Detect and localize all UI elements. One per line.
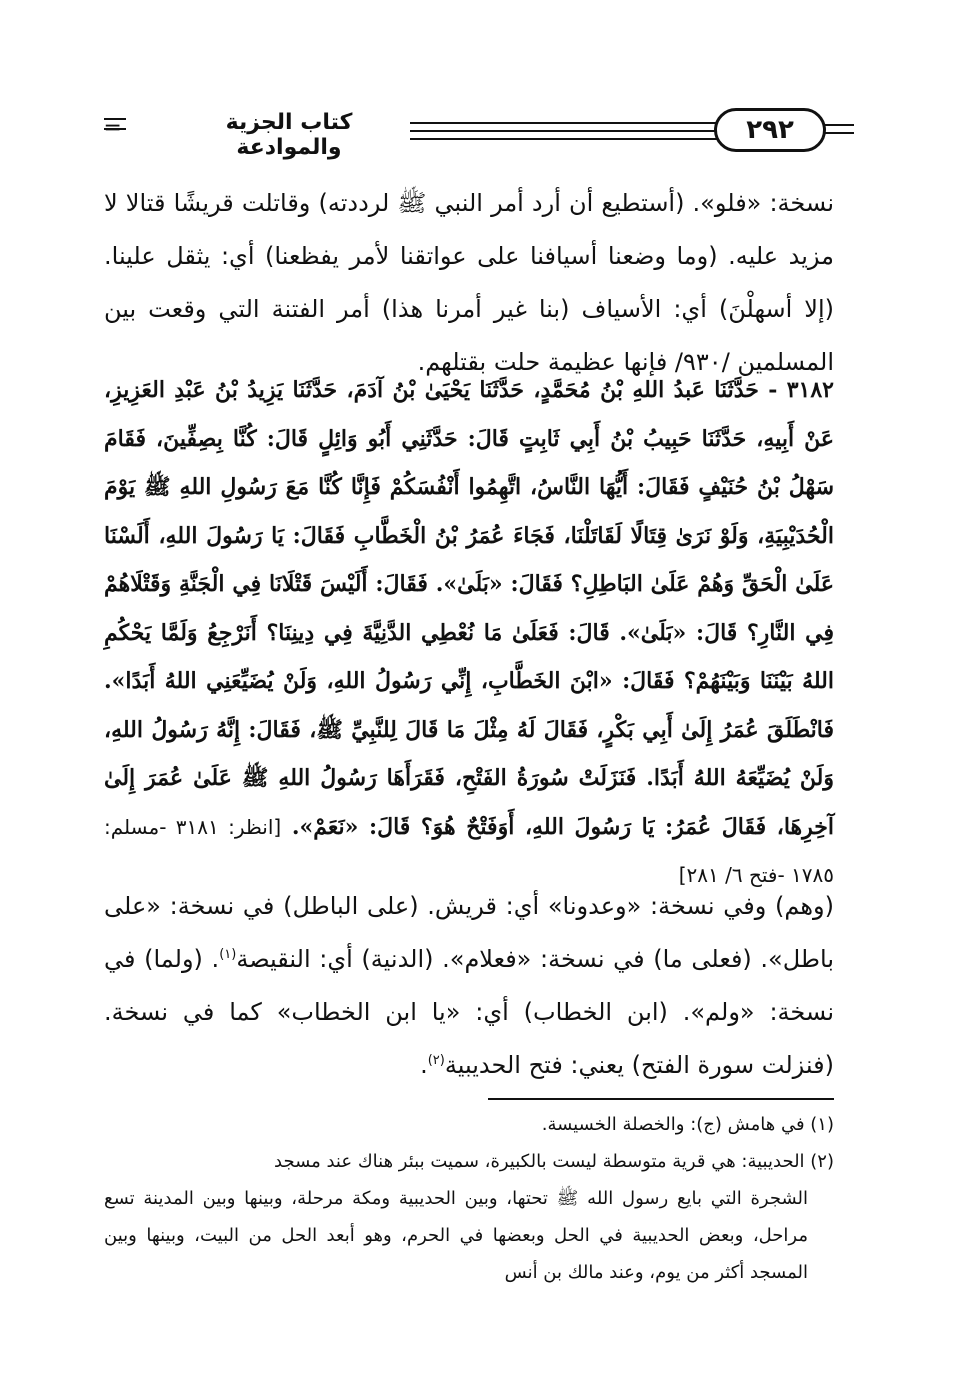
- hadith-text: ٣١٨٢ - حَدَّثَنَا عَبدُ اللهِ بْنُ مُحَمَّدٍ، حَدَّثَنَا يَحْيَىٰ بْنُ آدَمَ، حَدَّثَنَا يَزِيدُ بْنُ عَبْدِ العَزِيزِ، عَنْ أَبِيهِ، حَدَّثَنَا حَبِيبُ بْنُ أَبِي ثَابِتٍ قَالَ: حَدَّثَنِي أَبُو وَائِلٍ قَالَ: كُنَّا بِصِفِّينَ، فَقَامَ سَهْلُ بْنُ حُنَيْفٍ فَقَالَ: أَيُّهَا النَّاسُ، اتَّهِمُوا أَنْفُسَكُمْ فَإِنَّا كُنَّا مَعَ رَسُولِ اللهِ ﷺ يَوْمَ الْحُدَيْبِيَةِ، وَلَوْ نَرَىٰ قِتَالًا لَقَاتَلْنَا، فَجَاءَ عُمَرُ بْنُ الْخَطَّابِ فَقَالَ: يَا رَسُولَ اللهِ، أَلَسْنَا عَلَىٰ الْحَقِّ وَهُمْ عَلَىٰ البَاطِلِ؟ فَقَالَ: «بَلَىٰ». فَقَالَ: أَلَيْسَ قَتْلَانَا فِي الْجَنَّةِ وَقَتْلَاهُمْ فِي النَّارِ؟ قَالَ: «بَلَىٰ». قَالَ: فَعَلَىٰ مَا نُعْطِي الدَّنِيَّةَ فِي دِينِنَا؟ أَنَرْجِعُ وَلَمَّا يَحْكُمِ اللهُ بَيْنَنَا وَبَيْنَهُمْ؟ فَقَالَ: «ابْنَ الخَطَّابِ، إِنِّي رَسُولُ اللهِ، وَلَنْ يُضَيِّعَنِي اللهُ أَبَدًا». فَانْطَلَقَ عُمَرُ إِلَىٰ أَبِي بَكْرٍ، فَقَالَ لَهُ مِثْلَ مَا قَالَ لِلنَّبِيِّ ﷺ، فَقَالَ: إِنَّهُ رَسُولُ اللهِ، وَلَنْ يُضَيِّعَهُ اللهُ أَبَدًا. فَنَزَلَتْ سُورَةُ الفَتْحِ، فَقَرَأَهَا رَسُولُ اللهِ ﷺ عَلَىٰ عُمَرَ إِلَىٰ آخِرِهَا، فَقَالَ عُمَرُ: يَا رَسُولَ اللهِ، أَوَفَتْحٌ هُوَ؟ قَالَ: «نَعَمْ».: [104, 377, 834, 840]
- commentary-top-text: نسخة: «فلو». (أستطيع أن أرد أمر النبي ﷺ لرددته) وقاتلت قريشًا قتالا لا مزيد عليه. (وما وضعنا أسيافنا على عواتقنا لأمر يفظعنا) أي: يثقل علينا. (إلا أسهلْنَ) أي: الأسياف (بنا غير أمرنا هذا) أمر الفتنة التي وقعت بين المسلمين /٩٣٠/ فإنها عظيمة حلت بقتلهم.: [104, 189, 834, 376]
- commentary-bottom: [104, 880, 834, 1092]
- header-rule-right-top: [824, 124, 854, 126]
- footnote-ref-1[interactable]: (١): [219, 947, 237, 962]
- footnote-ref-2[interactable]: (٢): [427, 1053, 445, 1068]
- header-equals-mark: ═: [106, 116, 120, 141]
- hadith-3182: [104, 366, 834, 900]
- header-rule-middle-top: [404, 122, 722, 124]
- footnote-separator: [488, 1098, 834, 1100]
- commentary-bottom-part3: .: [420, 1051, 428, 1079]
- hadith-reference: [انظر: ٣١٨١ -مسلم: ١٧٨٥ -فتح ٦/ ٢٨١]: [104, 814, 834, 887]
- commentary-top: [104, 177, 834, 389]
- footnote-1: (١) في هامش (ج): والخصلة الخسيسة.: [541, 1114, 834, 1135]
- footnotes: [104, 1106, 834, 1291]
- header-rule-right-bottom: [824, 132, 854, 134]
- commentary-bottom-part2: . (ولما) في نسخة: «ولم». (ابن الخطاب) أي: «يا ابن الخطاب» كما في نسخة. (فنزلت سورة الفتح) يعني: فتح الحديبية: [104, 945, 834, 1079]
- footnote-2-continuation: الشجرة التي بايع رسول الله ﷺ تحتها، وبين الحديبية ومكة مرحلة، وبينها وبين المدينة تسع مراحل، وبعض الحديبية في الحل وبعضها في الحرم، وهو أبعد الحل من البيت، وبينها وبين المسجد أكثر من يوم، وعند مالك بن أنس: [104, 1188, 808, 1283]
- header-rule-middle-third: [404, 138, 722, 140]
- commentary-bottom-part1: (وهم) وفي نسخة: «وعدونا» أي: قريش. (على الباطل) في نسخة: «على باطل». (فعلى ما) في نسخة: «فعلام». (الدنية) أي: النقيصة: [104, 892, 834, 973]
- running-book-title: كتاب الجزية والموادعة: [168, 110, 410, 160]
- header-rule-middle-bottom: [404, 130, 722, 132]
- page-header: [104, 104, 854, 158]
- page-number-badge: ٢٩٢: [714, 108, 826, 152]
- footnote-2-first-line: (٢) الحديبية: هي قرية متوسطة ليست بالكبيرة، سميت ببئر هناك عند مسجد: [274, 1151, 834, 1172]
